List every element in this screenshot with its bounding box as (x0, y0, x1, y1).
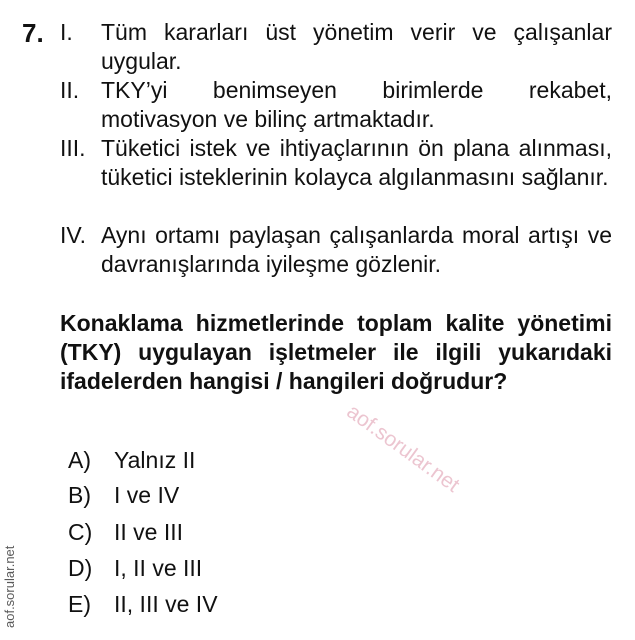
statement-3-text: Tüketici istek ve ihtiyaçlarının ön plana alınması, tüketici isteklerinin kolayca algılanmasını sağlanır. (101, 135, 612, 190)
option-a-text: Yalnız II (114, 447, 196, 473)
option-d-letter: D) (68, 555, 93, 581)
option-a[interactable] (68, 446, 195, 475)
option-e-text: II, III ve IV (114, 591, 218, 617)
statement-4-roman: IV. (60, 222, 87, 248)
statement-2 (60, 76, 612, 134)
question-stem: Konaklama hizmetlerinde toplam kalite yönetimi (TKY) uygulayan işletmeler ile ilgili yukarıdaki ifadelerden hangisi / hangileri doğrudur? (60, 310, 612, 394)
statement-3-roman: III. (60, 135, 86, 161)
option-b[interactable] (68, 481, 179, 510)
statement-4-text: Aynı ortamı paylaşan çalışanlarda moral artışı ve davranışlarında iyileşme gözlenir. (101, 222, 612, 277)
statement-2-text: TKY’yi benimseyen birimlerde rekabet, motivasyon ve bilinç artmaktadır. (101, 77, 612, 132)
option-b-letter: B) (68, 482, 91, 508)
statement-3 (60, 134, 612, 192)
statement-1 (60, 18, 612, 76)
option-c-letter: C) (68, 519, 93, 545)
diagonal-watermark: aof.sorular.net (342, 400, 464, 497)
option-d-text: I, II ve III (114, 555, 203, 581)
question-number: 7. (22, 18, 44, 48)
option-e-letter: E) (68, 591, 91, 617)
statement-2-roman: II. (60, 77, 80, 103)
option-c[interactable] (68, 518, 183, 547)
option-e[interactable] (68, 590, 218, 619)
side-watermark: aof.sorular.net (2, 545, 17, 628)
statement-1-text: Tüm kararları üst yönetim verir ve çalışanlar uygular. (101, 19, 612, 74)
statement-4 (60, 221, 612, 279)
option-a-letter: A) (68, 447, 91, 473)
option-d[interactable] (68, 554, 202, 583)
option-b-text: I ve IV (114, 482, 180, 508)
statement-1-roman: I. (60, 19, 73, 45)
option-c-text: II ve III (114, 519, 184, 545)
